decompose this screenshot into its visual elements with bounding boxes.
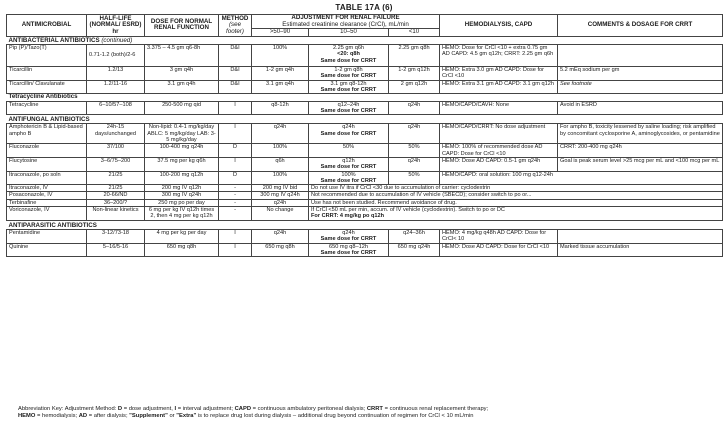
dose-normal: 3.1 gm q4h: [145, 80, 219, 94]
dose-normal: 300 mg IV q24h: [145, 192, 219, 199]
drug-name: Pip (P)/Tazo(T): [7, 45, 87, 67]
table-row: [7, 101, 723, 115]
section-label: ANTIPARASITIC ANTIBIOTICS: [7, 220, 723, 229]
dose-crcl-lt10: 2.25 gm q8h: [389, 45, 440, 67]
dose-crcl-lt10: q24h: [389, 101, 440, 115]
drug-name: Flucytosine: [7, 157, 87, 171]
comments: Goal is peak serum level >25 mcg per mL and <100 mcg per mL: [558, 157, 723, 171]
renal-dosing-table: [6, 14, 723, 257]
crrt-note: Same dose for CRRT: [320, 130, 377, 137]
table-row: [7, 207, 723, 221]
method: -: [219, 192, 252, 199]
dose-value: q12–24h: [337, 101, 360, 108]
dose-crcl-lt10: 2 gm q12h: [389, 80, 440, 94]
abbr-hemo-text: = hemodialysis;: [35, 413, 79, 420]
comments: Avoid in ESRD: [558, 101, 723, 115]
section-tetracycline: [7, 94, 723, 101]
method: -: [219, 199, 252, 206]
crrt-note: Same dose for CRRT: [320, 249, 377, 256]
dose-crcl-50-90: q24h: [252, 229, 309, 243]
dose-value: q24h: [342, 229, 355, 236]
dose-value: 3.1 gm q8-12h: [330, 80, 367, 87]
method: D: [219, 144, 252, 158]
section-label: Tetracycline Antibiotics: [7, 94, 723, 101]
crrt-note: Same dose for CRRT: [320, 177, 377, 184]
drug-name: Voriconazole, IV: [7, 207, 87, 221]
half-life: 1.2/13: [87, 67, 145, 81]
method: D&I: [219, 45, 252, 67]
table-row: [7, 67, 723, 81]
col-method: [219, 15, 252, 37]
dose-crcl-50-90: q24h: [252, 124, 309, 144]
abbr-prefix: Abbreviation Key: Adjustment Method:: [18, 406, 118, 412]
dose-crcl-10-50: [309, 229, 389, 243]
method: D: [219, 171, 252, 185]
crrt-note: For CRRT: 4 mg/kg po q12h: [311, 213, 385, 220]
dose-normal: Non-lipid: 0.4-1 mg/kg/day ABLC: 5 mg/kg/day LAB: 3-5 mg/kg/day: [145, 124, 219, 144]
table-row: [7, 157, 723, 171]
col-hemodialysis: HEMODIALYSIS, CAPD: [440, 15, 558, 37]
hemodialysis: HEMO: Dose for CrCl <10 + extra 0.75 gm AD CAPD: 4.5 gm q12h; CRRT: 2.25 gm q6h: [440, 45, 558, 67]
dose-normal: 250-500 mg qid: [145, 101, 219, 115]
table-row: [7, 199, 723, 206]
dose-value: 100%: [341, 171, 356, 178]
section-label: ANTIFUNGAL ANTIBIOTICS: [7, 115, 723, 124]
abbr-supplement: "Supplement": [129, 413, 168, 420]
dose-crcl-10-50: [309, 80, 389, 94]
method: I: [219, 124, 252, 144]
dose-crcl-lt10: q24h: [389, 124, 440, 144]
drug-name: Tetracycline: [7, 101, 87, 115]
comments: 5.2 mEq sodium per gm: [558, 67, 723, 81]
section-antiparasitic: [7, 220, 723, 229]
dose-normal: 100-200 mg q12h: [145, 171, 219, 185]
hemodialysis: HEMO: Extra 3.0 gm AD CAPD: Dose for CrCl <10: [440, 67, 558, 81]
half-life: 21/25: [87, 171, 145, 185]
note-cell: [309, 207, 723, 221]
table-row: [7, 144, 723, 158]
dose-crcl-10-50: [309, 243, 389, 257]
dose-crcl-50-90: q6h: [252, 157, 309, 171]
col-adjustment: [252, 15, 440, 29]
drug-name: Itraconazole, po soln: [7, 171, 87, 185]
note: Do not use IV itra if CrCl <30 due to accumulation of carrier: cyclodextrin: [309, 185, 723, 192]
table-row: [7, 243, 723, 257]
dose-crcl-50-90: q24h: [252, 199, 309, 206]
table-row: [7, 124, 723, 144]
half-life: 21/25: [87, 185, 145, 192]
section-antibacterial: [7, 36, 723, 44]
half-life: 24h-15 days/unchanged: [87, 124, 145, 144]
dose-value: q12h: [342, 157, 355, 164]
crrt-note: Same dose for CRRT: [320, 73, 377, 80]
method: I: [219, 243, 252, 257]
hemodialysis: HEMO/CAPD/CRRT: No dose adjustment: [440, 124, 558, 144]
dose-crcl-lt10: 650 mg q24h: [389, 243, 440, 257]
crrt-note: Same dose for CRRT: [320, 164, 377, 171]
section-continued: (continued): [101, 36, 133, 44]
section-antifungal: [7, 115, 723, 124]
hemodialysis: HEMO: Dose AD CAPD: 0.5-1 gm q24h: [440, 157, 558, 171]
abbr-i: I: [174, 406, 177, 412]
comments: Marked tissue accumulation: [558, 243, 723, 257]
comments: [558, 229, 723, 243]
table-row: [7, 45, 723, 67]
half-life: 6–10/57–108: [87, 101, 145, 115]
dose-crcl-10-50: [309, 124, 389, 144]
col-comments: COMMENTS & DOSAGE FOR CRRT: [558, 15, 723, 37]
half-life: 1.2/11-16: [87, 80, 145, 94]
col-crcl-50-90: >50–90: [252, 29, 309, 37]
col-dose-normal: DOSE FOR NORMAL RENAL FUNCTION: [145, 15, 219, 37]
dose-crcl-10-50: [309, 67, 389, 81]
method: I: [219, 229, 252, 243]
col-crcl-10-50: 10–50: [309, 29, 389, 37]
abbr-or: or: [167, 413, 177, 420]
table-row: [7, 192, 723, 199]
dose-value: q24h: [342, 124, 355, 131]
drug-name: Posaconazole, IV: [7, 192, 87, 199]
table-row: [7, 80, 723, 94]
dose-crcl-10-50: [309, 45, 389, 67]
dose-crcl-10-50: [309, 157, 389, 171]
dose-crcl-50-90: 1-2 gm q4h: [252, 67, 309, 81]
dose-crcl-lt10: 50%: [389, 171, 440, 185]
method-label: METHOD: [221, 14, 249, 22]
comments: CRRT: 200-400 mg q24h: [558, 144, 723, 158]
dose-crcl-50-90: 100%: [252, 144, 309, 158]
abbr-capd: CAPD: [234, 406, 252, 412]
dose-crcl-10-50: [309, 101, 389, 115]
hemodialysis: HEMO: Dose AD CAPD: Dose for CrCl <10: [440, 243, 558, 257]
dose-normal: 3 gm q4h: [145, 67, 219, 81]
half-life: 3-12/73-18: [87, 229, 145, 243]
note: Not recommended due to accumulation of IV vehicle (SBECD); consider switch to po or...: [309, 192, 723, 199]
dose-crcl-50-90: q8-12h: [252, 101, 309, 115]
adjustment-label: ADJUSTMENT FOR RENAL FAILURE: [291, 14, 400, 21]
dose-crcl-10-50: 50%: [309, 144, 389, 158]
col-crcl-lt10: <10: [389, 29, 440, 37]
dose-normal: 100-400 mg q24h: [145, 144, 219, 158]
method: -: [219, 185, 252, 192]
dose-normal: 37.5 mg per kg q6h: [145, 157, 219, 171]
half-life: Non-linear kinetics: [87, 207, 145, 221]
abbr-ad-text: = after dialysis;: [87, 413, 130, 420]
header-row: [7, 15, 723, 29]
method: I: [219, 157, 252, 171]
drug-name: Amphotericin B & Lipid-based ampho B: [7, 124, 87, 144]
drug-name: Ticarcillin: [7, 67, 87, 81]
method-sub: (see footer): [226, 21, 244, 35]
note: Use has not been studied. Recommend avoidance of drug.: [309, 199, 723, 206]
abbr-crrt-text: = continuous renal replacement therapy;: [382, 406, 489, 412]
table-row: [7, 185, 723, 192]
dose-normal: 3.375 – 4.5 gm q6-8h: [145, 45, 219, 67]
col-antimicrobial: ANTIMICROBIAL: [7, 15, 87, 37]
col-half-life: HALF-LIFE (NORMAL/ ESRD) hr: [87, 15, 145, 37]
dose-crcl-lt10: 50%: [389, 144, 440, 158]
half-life: 37/100: [87, 144, 145, 158]
dose-crcl-lt10: q24h: [389, 157, 440, 171]
crrt-note: Same dose for CRRT: [320, 236, 377, 243]
abbr-d: D: [117, 406, 123, 412]
half-life: 0.71-1.2 (both)/2-6: [87, 45, 145, 67]
hemodialysis: HEMO: Extra 3.1 gm AD CAPD: 3.1 gm q12h: [440, 80, 558, 94]
abbr-ad: AD: [78, 413, 88, 420]
crrt-note: Same dose for CRRT: [320, 57, 377, 64]
note: If CrCl <50 mL per min, accum. of IV vehicle (cyclodextrin). Switch to po or DC: [311, 207, 505, 214]
abbr-d-text: = dose adjustment,: [122, 406, 175, 412]
drug-name: Itraconazole, IV: [7, 185, 87, 192]
abbr-crrt: CRRT: [366, 406, 383, 412]
section-label: ANTIBACTERIAL ANTIBIOTICS: [8, 36, 100, 44]
comments: See footnote: [560, 80, 592, 87]
drug-name: Ticarcillin/ Clavulanate: [7, 80, 87, 94]
abbr-hemo: HEMO: [18, 413, 36, 420]
hemodialysis: HEMO/CAPD/CAVH: None: [440, 101, 558, 115]
comments: [558, 45, 723, 67]
dose-crcl-lt10: q24–36h: [389, 229, 440, 243]
table-row: [7, 229, 723, 243]
half-life: 20-66/ND: [87, 192, 145, 199]
dose-normal: 650 mg q8h: [145, 243, 219, 257]
dose-crcl-50-90: No change: [252, 207, 309, 221]
dose-value-sub: <20: q8h: [337, 51, 360, 58]
adjustment-sub: Estimated creatinine clearance (CrCl), mL/min: [282, 20, 409, 28]
dose-crcl-50-90: 650 mg q8h: [252, 243, 309, 257]
dose-normal: 250 mg po per day: [145, 199, 219, 206]
half-life: 3–6/75–200: [87, 157, 145, 171]
drug-name: Fluconazole: [7, 144, 87, 158]
half-life: 5–16/5-16: [87, 243, 145, 257]
hemodialysis: HEMO/CAPD: oral solution: 100 mg q12-24h: [440, 171, 723, 185]
abbr-i-text: = interval adjustment;: [176, 406, 235, 412]
abbr-extra-text: is to replace drug lost during dialysis – additional drug beyond continuation of regimen for CrCl < 10 mL/min: [196, 413, 474, 420]
dose-crcl-50-90: 100%: [252, 171, 309, 185]
abbr-extra: "Extra": [176, 413, 197, 420]
dose-normal: 6 mg per kg IV q12h times 2, then 4 mg per kg q12h: [145, 207, 219, 221]
dose-crcl-50-90: 100%: [252, 45, 309, 67]
dose-crcl-50-90: 200 mg IV bid: [252, 185, 309, 192]
comments-cell: [558, 80, 723, 94]
crrt-note: Same dose for CRRT: [320, 86, 377, 93]
comments: For ampho B, toxicity lessened by saline loading; risk amplified by concomitant cyclosporine A, aminoglycosides, or pentamidine: [558, 124, 723, 144]
hemodialysis: HEMO: 4 mg/kg q48h AD CAPD: Dose for CrCl< 10: [440, 229, 558, 243]
dose-normal: 200 mg IV q12h: [145, 185, 219, 192]
drug-name: Quinine: [7, 243, 87, 257]
method: D&I: [219, 67, 252, 81]
hemodialysis: HEMO: 100% of recommended dose AD CAPD: Dose for CrCl <10: [440, 144, 558, 158]
abbreviation-key: [18, 406, 718, 420]
dose-value: 2.25 gm q6h: [332, 45, 365, 52]
dose-normal: 4 mg per kg per day: [145, 229, 219, 243]
dose-crcl-10-50: [309, 171, 389, 185]
drug-name: Pentamidine: [7, 229, 87, 243]
abbr-capd-text: = continuous ambulatory peritoneal dialysis;: [251, 406, 367, 412]
half-life: 36–200/?: [87, 199, 145, 206]
dose-crcl-50-90: 3.1 gm q4h: [252, 80, 309, 94]
method: -: [219, 207, 252, 221]
dose-crcl-lt10: 1-2 gm q12h: [389, 67, 440, 81]
table-title: TABLE 17A (6): [335, 3, 393, 12]
drug-name: Terbinafine: [7, 199, 87, 206]
dose-crcl-50-90: 300 mg IV q24h: [252, 192, 309, 199]
crrt-note: Same dose for CRRT: [320, 107, 377, 114]
table-row: [7, 171, 723, 185]
dose-value: 1-2 gm q8h: [334, 67, 363, 74]
method: D&I: [219, 80, 252, 94]
method: I: [219, 101, 252, 115]
dose-value: 650 mg q8–12h: [329, 243, 368, 250]
